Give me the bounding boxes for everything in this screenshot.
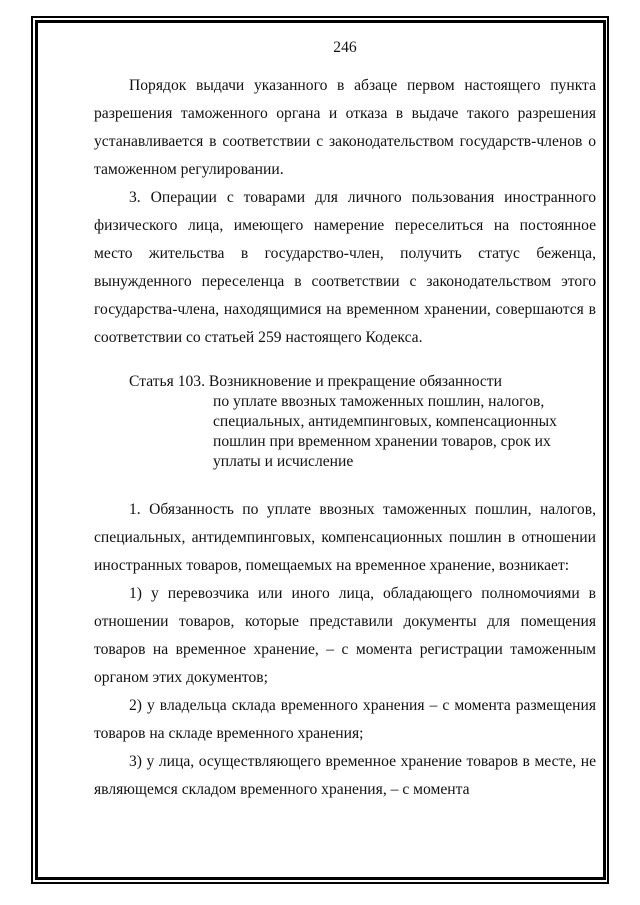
document-body xyxy=(94,38,596,804)
paragraph-item-3: 3. Операции с товарами для личного пользования иностранного физического лица, имеющего намерение переселиться на постоянное место жительства в государство-член, получить статус беженца, вынужденного переселенца в соответствии с законодательством этого государства-члена, находящимися на временном хранении, совершаются в соответствии со статьей 259 настоящего Кодекса. xyxy=(94,189,596,346)
article-heading-line: по уплате ввозных таможенных пошлин, налогов, xyxy=(213,393,545,410)
article-heading-line: пошлин при временном хранении товаров, срок их xyxy=(213,433,551,450)
article-heading-line: специальных, антидемпинговых, компенсационных xyxy=(213,413,557,430)
article-heading-line: уплаты и исчисление xyxy=(213,453,354,470)
paragraph-subitem-1: 1) у перевозчика или иного лица, обладающего полномочиями в отношении товаров, которые представили документы для помещения товаров на временное хранение, – с момента регистрации таможенным органом этих документов; xyxy=(94,585,596,686)
paragraph-permission-procedure: Порядок выдачи указанного в абзаце первом настоящего пункта разрешения таможенного органа и отказа в выдаче такого разрешения устанавливается в соответствии с законодательством государств-членов о таможенном регулировании. xyxy=(94,77,596,178)
paragraph-subitem-2: 2) у владельца склада временного хранения – с момента размещения товаров на складе временного хранения; xyxy=(94,697,596,742)
paragraph-subitem-3: 3) у лица, осуществляющего временное хранение товаров в месте, не являющемся складом временного хранения, – с момента xyxy=(94,753,596,798)
article-heading-line: Статья 103. Возникновение и прекращение обязанности xyxy=(129,373,502,390)
page-number: 246 xyxy=(333,39,357,56)
paragraph-item-1: 1. Обязанность по уплате ввозных таможенных пошлин, налогов, специальных, антидемпинговых, компенсационных пошлин в отношении иностранных товаров, помещаемых на временное хранение, возникает: xyxy=(94,501,596,574)
article-heading xyxy=(94,372,596,472)
